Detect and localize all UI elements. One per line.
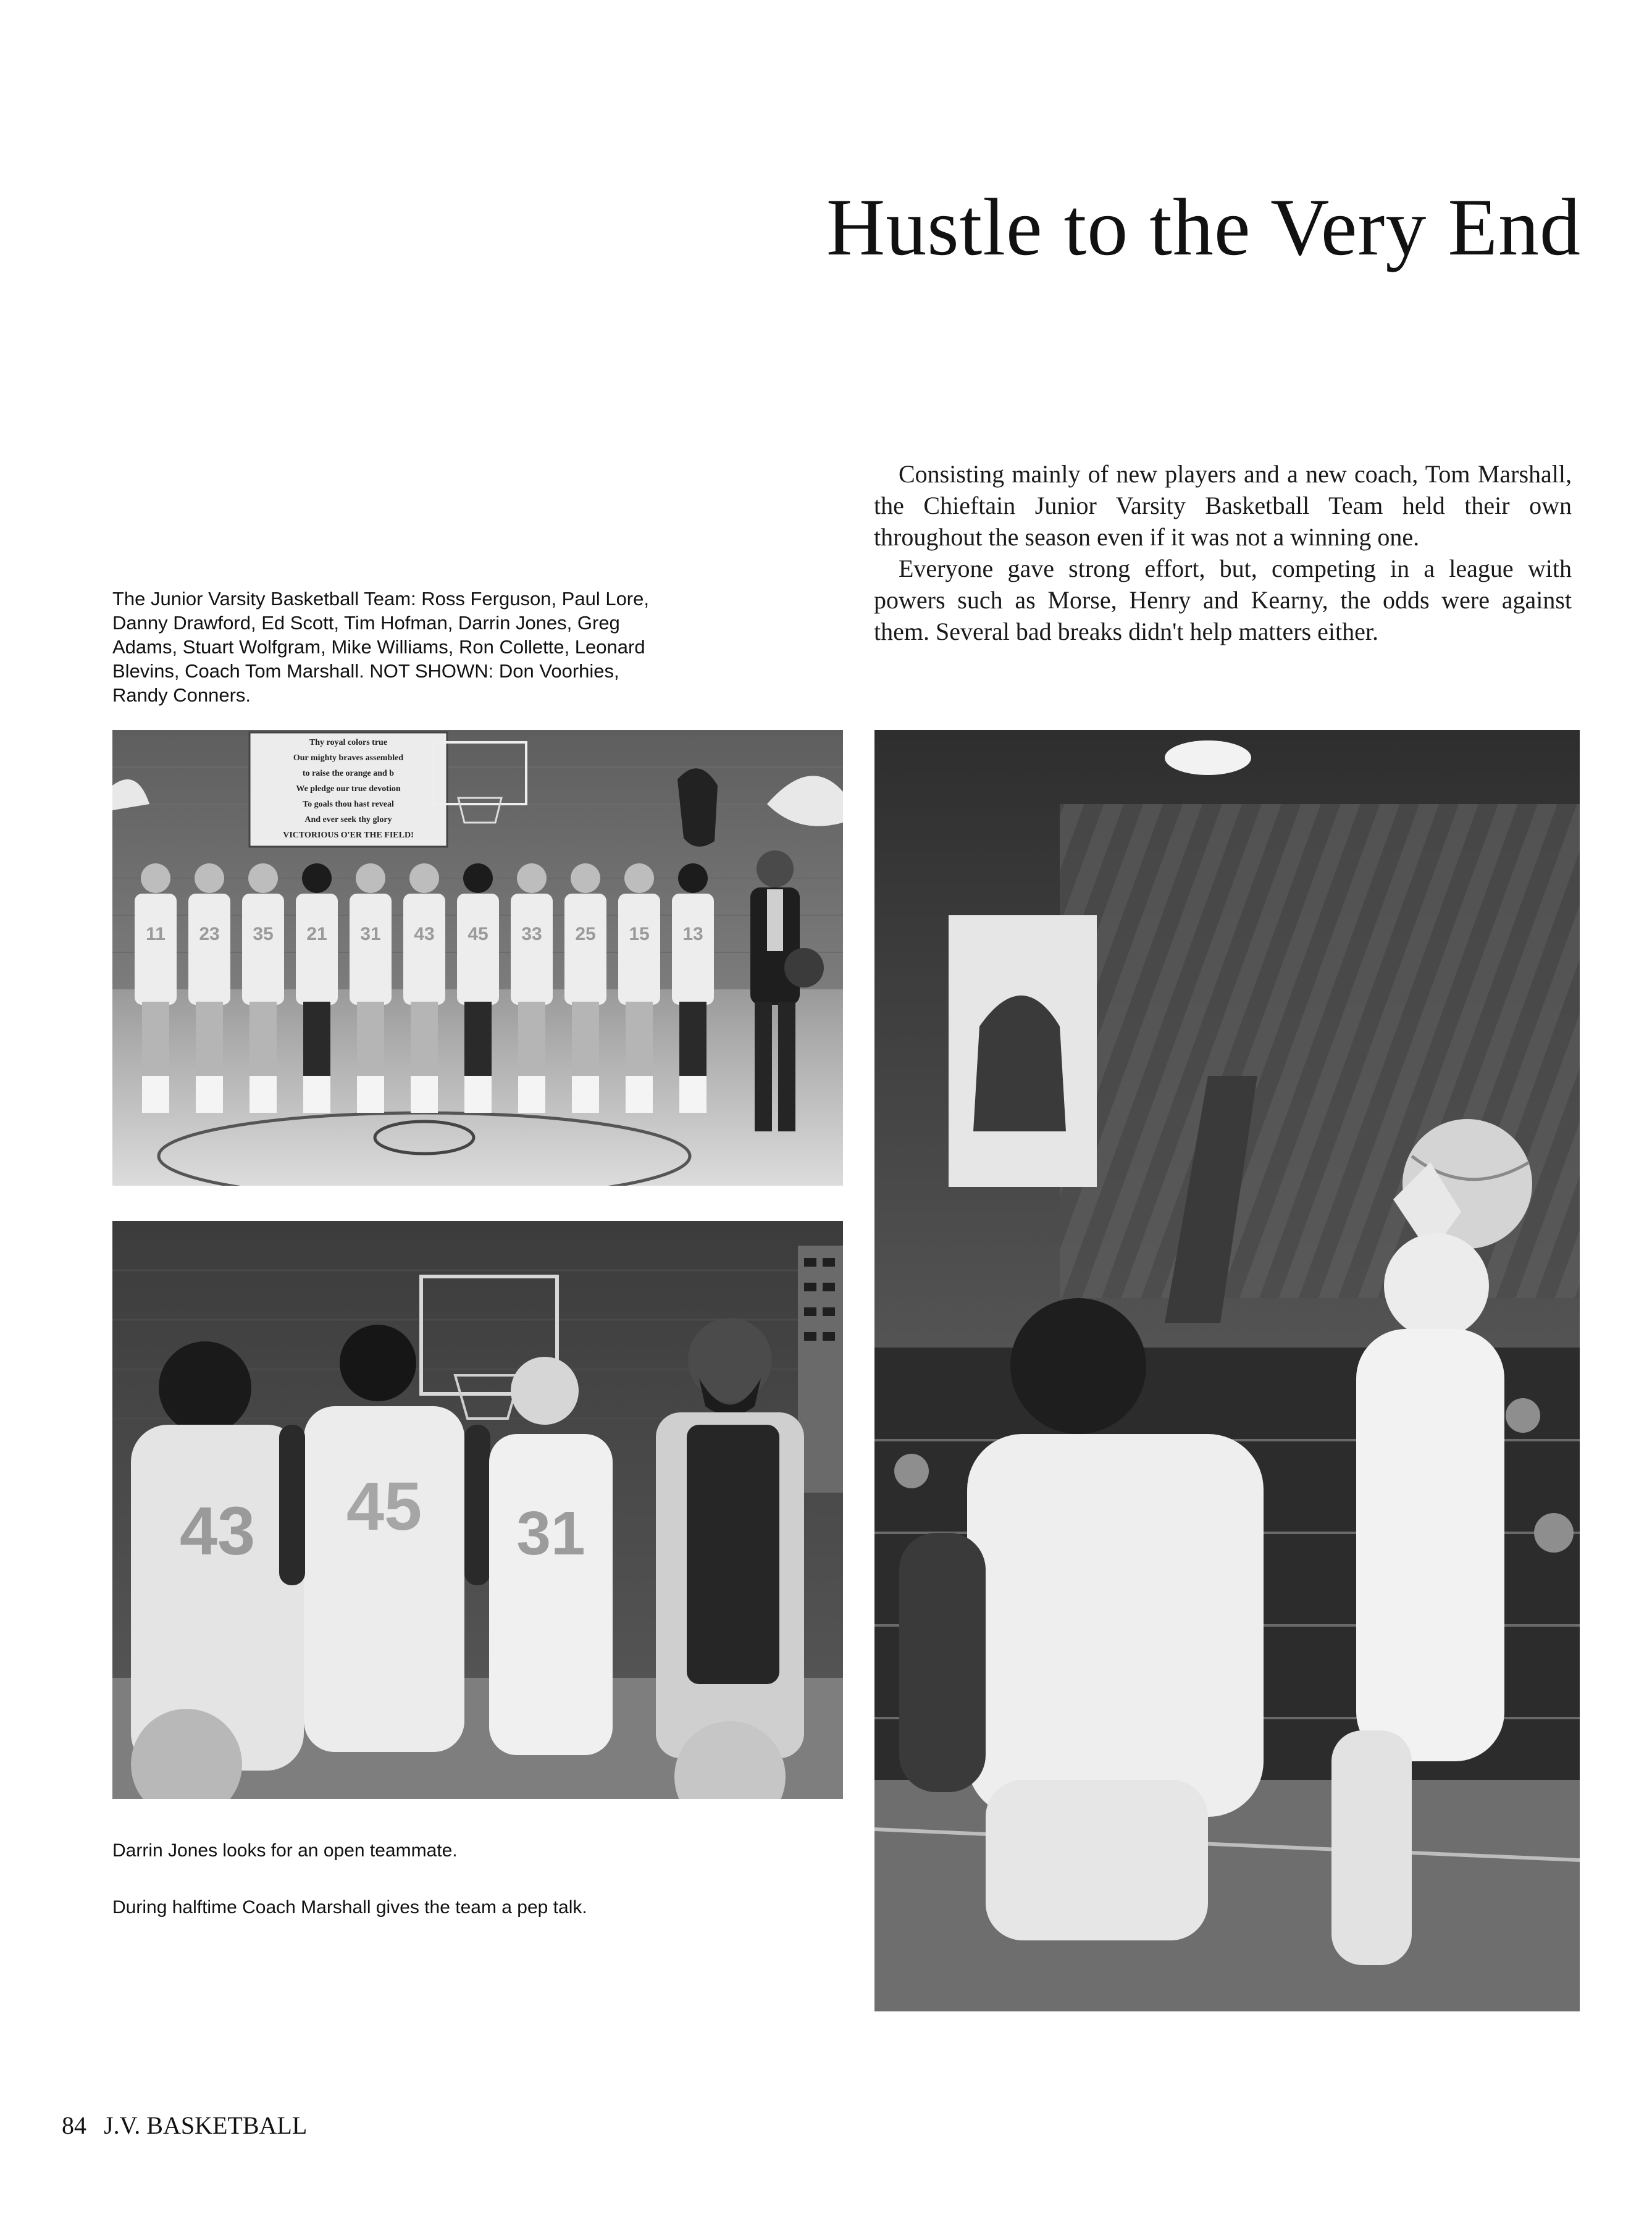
page-footer bbox=[62, 2111, 307, 2140]
jersey-number: 11 bbox=[146, 924, 166, 944]
action-photo-image bbox=[874, 730, 1580, 2011]
banner-line: We pledge our true devotion bbox=[296, 784, 401, 794]
article-body bbox=[874, 458, 1572, 647]
banner-line: VICTORIOUS O'ER THE FIELD! bbox=[283, 831, 414, 840]
jersey-number: 25 bbox=[575, 924, 596, 944]
banner-line: Thy royal colors true bbox=[309, 738, 388, 747]
team-lineup bbox=[135, 863, 714, 1113]
team-photo bbox=[112, 730, 843, 1186]
huddle-photo-image bbox=[112, 1221, 843, 1799]
huddle-photo bbox=[112, 1221, 843, 1799]
jersey-number: 13 bbox=[682, 924, 703, 944]
banner-line: And ever seek thy glory bbox=[304, 815, 392, 824]
jersey-number: 33 bbox=[521, 924, 542, 944]
jersey-number: 21 bbox=[306, 924, 327, 944]
page-title: Hustle to the Very End bbox=[826, 182, 1581, 273]
jersey-number: 43 bbox=[414, 924, 435, 944]
team-photo-caption: The Junior Varsity Basketball Team: Ross Ferguson, Paul Lore, Danny Drawford, Ed Scott, Tim Hofman, Darrin Jones, Greg Adams, Stuart Wolfgram, Mike Williams, Ron Collette, Leonard Blevins, Coach Tom Marshall. NOT SHOWN: Don Voorhies, Randy Conners. bbox=[112, 588, 649, 706]
jersey-number: 45 bbox=[346, 1469, 422, 1545]
jersey-number: 45 bbox=[468, 924, 488, 944]
page-number: 84 bbox=[62, 2111, 86, 2139]
photo-caption: Darrin Jones looks for an open teammate. bbox=[112, 1840, 458, 1861]
jersey-number: 31 bbox=[516, 1499, 585, 1568]
section-name: J.V. BASKETBALL bbox=[104, 2111, 308, 2139]
jersey-number: 15 bbox=[629, 924, 650, 944]
jersey-number: 35 bbox=[253, 924, 274, 944]
ceiling-light bbox=[1165, 740, 1251, 775]
jersey-number: 31 bbox=[360, 924, 381, 944]
jersey-number: 23 bbox=[199, 924, 220, 944]
jersey-number: 43 bbox=[179, 1493, 256, 1569]
banner-line: To goals thou hast reveal bbox=[303, 800, 394, 809]
photo-caption: During halftime Coach Marshall gives the team a pep talk. bbox=[112, 1897, 587, 1918]
mascot-graphic bbox=[677, 768, 718, 847]
banner-line: to raise the orange and b bbox=[302, 769, 395, 778]
banner-line: Our mighty braves assembled bbox=[293, 753, 404, 763]
body-paragraph: Consisting mainly of new players and a new coach, Tom Marshall, the Chieftain Junior Varsity Basketball Team held their own throughout the season even if it was not a winning one. bbox=[874, 460, 1572, 551]
team-photo-image bbox=[112, 730, 843, 1186]
body-paragraph: Everyone gave strong effort, but, competing in a league with powers such as Morse, Henry and Kearny, the odds were against them. Several bad breaks didn't help matters either. bbox=[874, 555, 1572, 645]
action-photo bbox=[874, 730, 1580, 2011]
